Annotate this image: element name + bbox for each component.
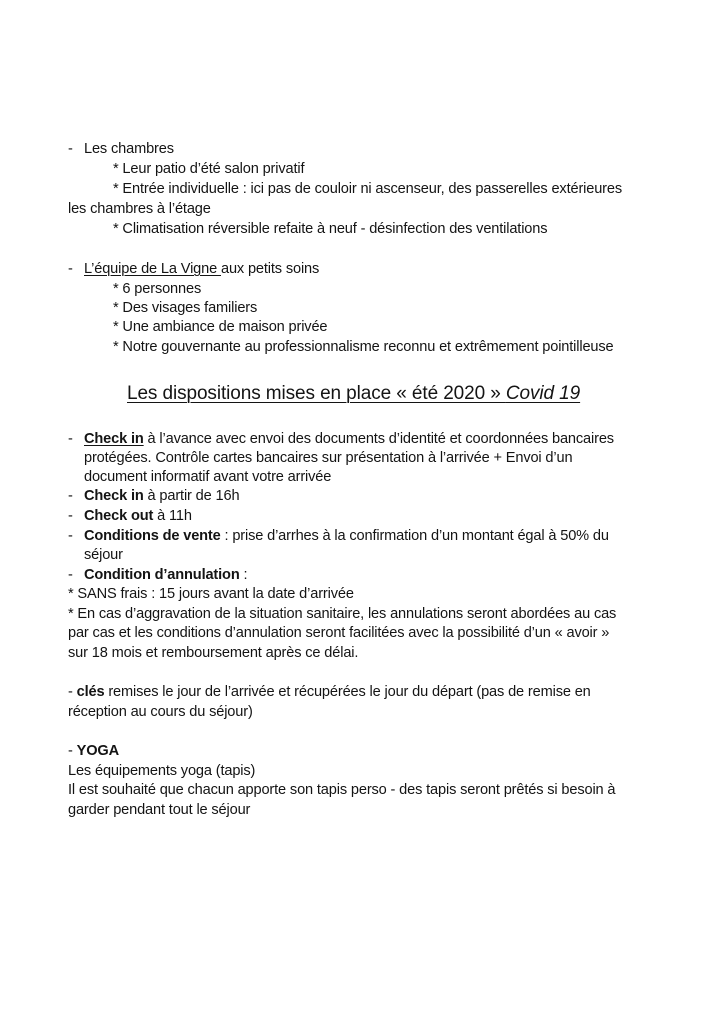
dash-bullet: - [68, 141, 73, 157]
rooms-item: * Entrée individuelle : ici pas de couloir ni ascenseur, des passerelles extérieures [113, 181, 623, 197]
cancellation-item-continuation: sur 18 mois et remboursement après ce délai. [68, 645, 359, 661]
keys-line2: réception au cours du séjour) [68, 704, 253, 720]
yoga-line: garder pendant tout le séjour [68, 802, 251, 818]
rooms-item-continuation: les chambres à l’étage [68, 201, 211, 217]
checkout-time-label: Check out [84, 508, 154, 524]
team-title-underlined: L’équipe de La Vigne [84, 261, 221, 277]
cancellation-text: : [239, 567, 248, 583]
yoga-label: YOGA [76, 743, 120, 759]
cancellation-label: Condition d’annulation [84, 567, 240, 583]
section-heading [127, 382, 580, 406]
dash-bullet: - [68, 488, 73, 504]
sales-conditions-text: : prise d’arrhes à la confirmation d’un montant égal à 50% du [220, 528, 609, 544]
team-item: * Des visages familiers [113, 300, 258, 316]
yoga-title-line [68, 742, 119, 761]
checkin-label: Check in [84, 431, 144, 447]
measure-checkin-time [68, 487, 239, 506]
team-item: * 6 personnes [113, 281, 202, 297]
dash-bullet: - [68, 508, 73, 524]
measure-cancellation [68, 566, 247, 585]
keys-text: remises le jour de l’arrivée et récupérées le jour du départ (pas de remise en [104, 684, 591, 700]
checkin-time-text: à partir de 16h [143, 488, 240, 504]
yoga-line: Il est souhaité que chacun apporte son tapis perso - des tapis seront prêtés si besoin à [68, 782, 616, 798]
measure-checkin-advance [68, 430, 614, 449]
checkin-advance-line3: document informatif avant votre arrivée [84, 469, 332, 485]
cancellation-item: * En cas d’aggravation de la situation sanitaire, les annulations seront abordées au cas [68, 606, 617, 622]
rooms-item: * Climatisation réversible refaite à neuf - désinfection des ventilations [113, 221, 548, 237]
measure-sales-conditions [68, 527, 609, 546]
dash-bullet: - [68, 567, 73, 583]
checkin-advance-text: à l’avance avec envoi des documents d’identité et coordonnées bancaires [143, 431, 614, 447]
team-title-line [68, 260, 319, 279]
dash-bullet: - [68, 528, 73, 544]
keys-label: clés [76, 684, 105, 700]
checkin-time-label: Check in [84, 488, 144, 504]
cancellation-item-continuation: par cas et les conditions d’annulation seront facilitées avec la possibilité d’un « avoir » [68, 625, 610, 641]
team-item: * Notre gouvernante au professionnalisme reconnu et extrêmement pointilleuse [113, 339, 614, 355]
team-item: * Une ambiance de maison privée [113, 319, 328, 335]
checkout-time-text: à 11h [153, 508, 192, 524]
heading-italic: Covid 19 [505, 383, 581, 404]
checkin-advance-line2: protégées. Contrôle cartes bancaires sur présentation à l’arrivée + Envoi d’un [84, 450, 573, 466]
measure-checkout-time [68, 507, 192, 526]
dash-bullet: - [68, 431, 73, 447]
keys-line [68, 683, 591, 702]
dash-bullet: - [68, 743, 77, 759]
rooms-title: Les chambres [84, 141, 174, 157]
rooms-item: * Leur patio d’été salon privatif [113, 161, 305, 177]
rooms-title-line [68, 140, 174, 159]
yoga-line: Les équipements yoga (tapis) [68, 763, 256, 779]
dash-bullet: - [68, 261, 73, 277]
team-title-rest: aux petits soins [220, 261, 320, 277]
cancellation-item: * SANS frais : 15 jours avant la date d’arrivée [68, 586, 354, 602]
dash-bullet: - [68, 684, 77, 700]
sales-conditions-line2: séjour [84, 547, 123, 563]
heading-text: Les dispositions mises en place « été 2020 » [127, 383, 506, 404]
sales-conditions-label: Conditions de vente [84, 528, 221, 544]
